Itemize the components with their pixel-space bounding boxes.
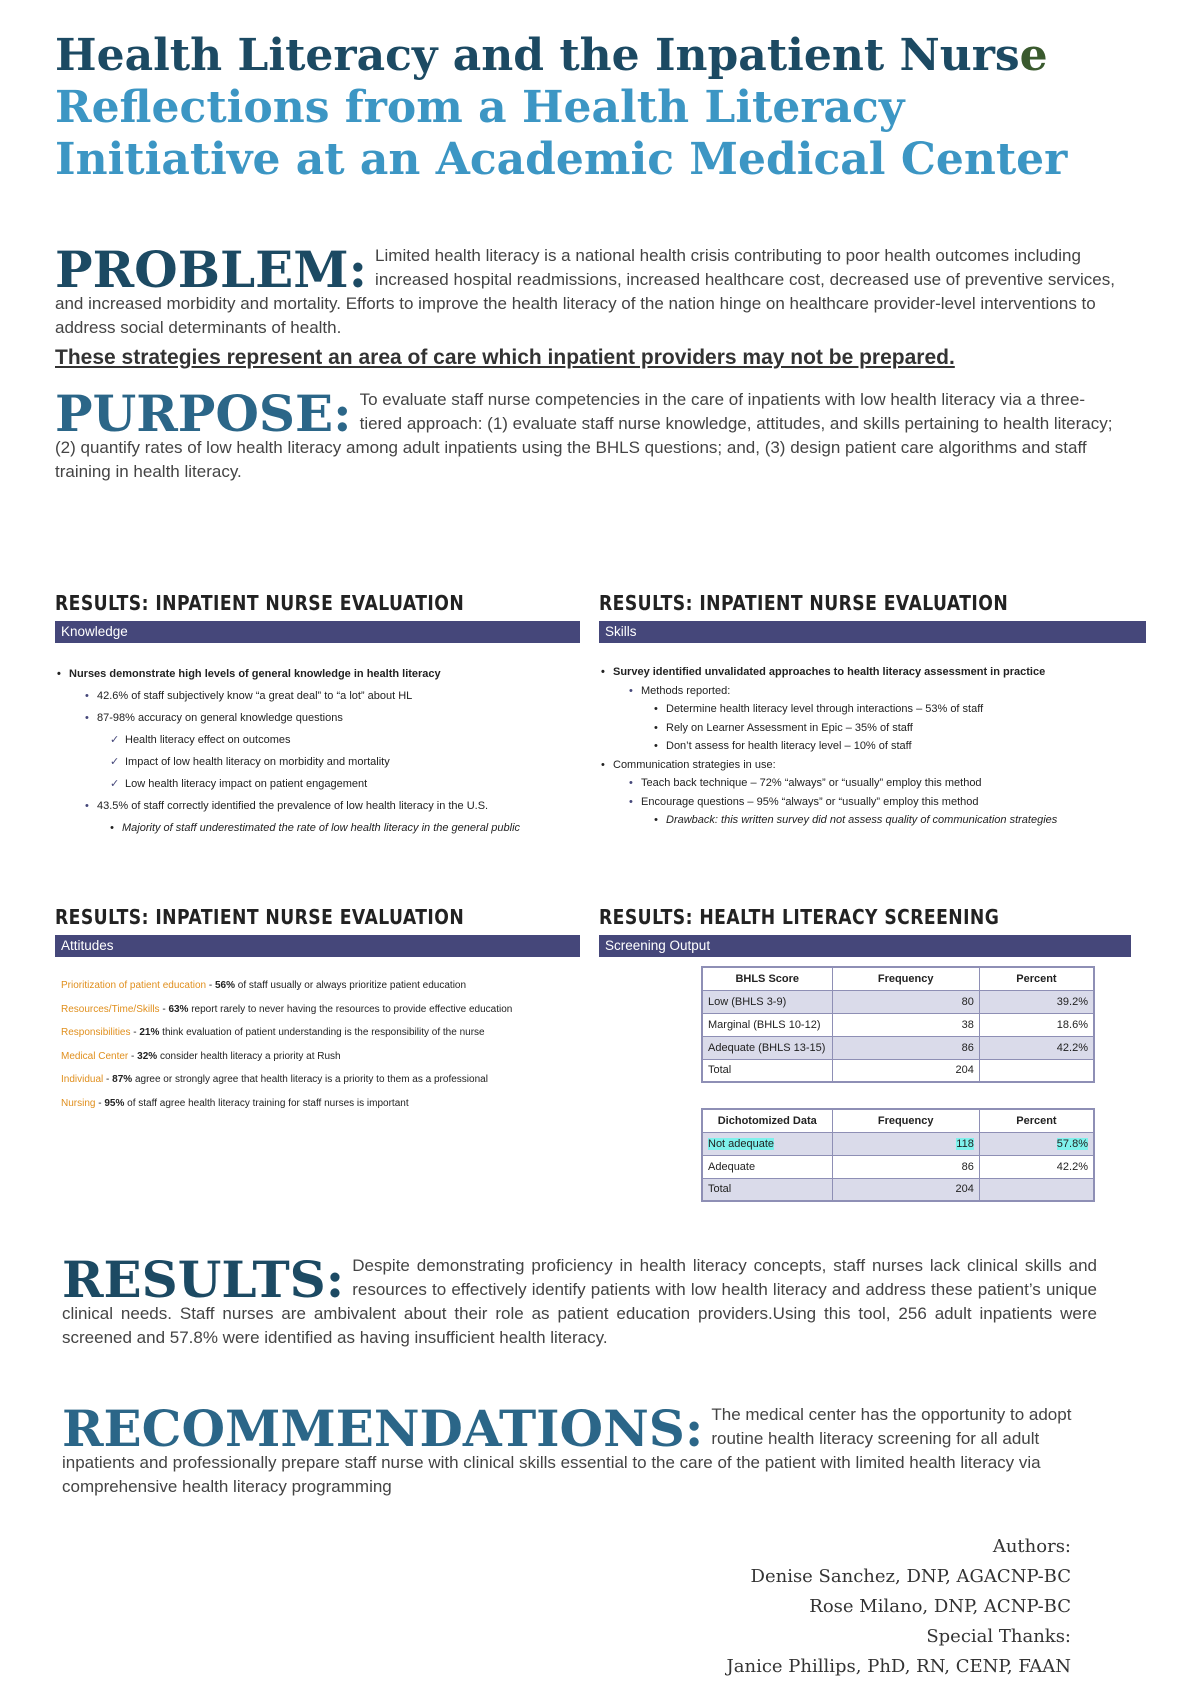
table-cell: Low (BHLS 3-9) [702, 990, 832, 1013]
results-section [62, 1250, 1097, 1350]
table-row [702, 1059, 1094, 1082]
table-cell: Adequate (BHLS 13-15) [702, 1036, 832, 1059]
authors-block [727, 1532, 1071, 1682]
purpose-section [55, 384, 1115, 484]
purpose-text: To evaluate staff nurse competencies in the care of inpatients with low health literacy via a three-tiered approach: (1) evaluate staff nurse knowledge, attitudes, and skills pertaining to health literacy; (2) quantify rates of low health literacy among adult inpatients using the BHLS questions; and, (3) design patient care algorithms and staff training in health literacy. [55, 390, 1113, 481]
list-item: ✓ Impact of low health literacy on morbidity and mortality [55, 751, 580, 773]
column-header: Percent [979, 967, 1094, 990]
title-line-1: Health Literacy and the Inpatient Nurse [55, 30, 1048, 81]
title-line-3: Initiative at an Academic Medical Center [55, 134, 1068, 185]
recommendations-section [62, 1399, 1102, 1499]
problem-text: Limited health literacy is a national health crisis contributing to poor health outcomes including increased hospital readmissions, increased healthcare cost, decreased use of preventive services, and increased morbidity and mortality. Efforts to improve the health literacy of the nation hinge on healthcare provider-level interventions to address social determinants of health. [55, 246, 1115, 337]
list-item: Individual - 87% agree or strongly agree that health literacy is a priority to them as a professional [61, 1074, 488, 1085]
table-cell: 39.2% [979, 990, 1094, 1013]
skills-list [599, 663, 1146, 830]
recommendations-heading: RECOMMENDATIONS: [62, 1399, 704, 1458]
table-cell: 38 [832, 1013, 979, 1036]
list-item: • Methods reported: [599, 682, 1146, 701]
list-item: • Nurses demonstrate high levels of general knowledge in health literacy [55, 663, 580, 685]
list-item: Resources/Time/Skills - 63% report rarely to never having the resources to provide effective education [61, 1003, 513, 1015]
list-item: • Survey identified unvalidated approaches to health literacy assessment in practice [599, 663, 1146, 682]
table-header-row [702, 967, 1094, 990]
table-cell: Marginal (BHLS 10-12) [702, 1013, 832, 1036]
list-item: ✓ Low health literacy impact on patient engagement [55, 773, 580, 795]
author-name: Denise Sanchez, DNP, AGACNP-BC [750, 1566, 1071, 1587]
attitudes-bar: Attitudes [55, 935, 580, 957]
table-cell: 18.6% [979, 1013, 1094, 1036]
table-cell: Adequate [702, 1155, 832, 1178]
list-item: • 42.6% of staff subjectively know “a great deal” to “a lot” about HL [55, 685, 580, 707]
table-cell: 42.2% [979, 1155, 1094, 1178]
table-row [702, 1155, 1094, 1178]
list-item: • 43.5% of staff correctly identified the prevalence of low health literacy in the U.S. [55, 795, 580, 817]
table-cell: Total [702, 1059, 832, 1082]
table-row [702, 1036, 1094, 1059]
list-item: • Determine health literacy level through interactions – 53% of staff [599, 700, 1146, 719]
table-cell [979, 1178, 1094, 1201]
table-cell: 80 [832, 990, 979, 1013]
list-item: • Communication strategies in use: [599, 756, 1146, 775]
table-cell: 86 [832, 1155, 979, 1178]
list-item: • Drawback: this written survey did not assess quality of communication strategies [599, 811, 1146, 830]
table-row [702, 1132, 1094, 1155]
table-cell: 86 [832, 1036, 979, 1059]
table-cell: 204 [832, 1178, 979, 1201]
table-cell: 204 [832, 1059, 979, 1082]
attitudes-title: RESULTS: INPATIENT NURSE EVALUATION [55, 905, 465, 929]
thanks-name: Janice Phillips, PhD, RN, CENP, FAAN [726, 1656, 1071, 1677]
table-cell: Total [702, 1178, 832, 1201]
list-item: Responsibilities - 21% think evaluation of patient understanding is the responsibility of the nurse [61, 1027, 485, 1038]
bhls-score-table [701, 966, 1095, 1083]
knowledge-list [55, 663, 580, 839]
list-item: Medical Center - 32% consider health literacy a priority at Rush [61, 1050, 341, 1062]
table-cell: 42.2% [979, 1036, 1094, 1059]
column-header: Frequency [832, 1109, 979, 1132]
column-header: Frequency [832, 967, 979, 990]
attitudes-list [55, 980, 580, 1109]
table-header-row [702, 1109, 1094, 1132]
list-item: Prioritization of patient education - 56% of staff usually or always prioritize patient education [61, 980, 467, 991]
recommendations-text: The medical center has the opportunity to adopt routine health literacy screening for all adult inpatients and professionally prepare staff nurse with clinical skills essential to the care of the patient with limited health literacy via comprehensive health literacy programming [62, 1405, 1072, 1496]
purpose-heading: PURPOSE: [55, 384, 352, 443]
results-heading: RESULTS: [62, 1250, 345, 1309]
problem-emphasis: These strategies represent an area of care which inpatient providers may not be prepared. [55, 346, 955, 369]
author-name: Rose Milano, DNP, ACNP-BC [809, 1596, 1071, 1617]
results-text: Despite demonstrating proficiency in health literacy concepts, staff nurses lack clinical skills and resources to effectively identify patients with low health literacy and address these patient’s unique clinical needs. Staff nurses are ambivalent about their role as patient education providers.Using this tool, 256 adult inpatients were screened and 57.8% were identified as having insufficient health literacy. [62, 1256, 1097, 1347]
column-header: BHLS Score [702, 967, 832, 990]
table-cell: 118 [832, 1132, 979, 1155]
problem-section [55, 240, 1115, 370]
list-item: Nursing - 95% of staff agree health literacy training for staff nurses is important [61, 1097, 409, 1109]
attitudes-panel [55, 905, 580, 1121]
knowledge-bar: Knowledge [55, 621, 580, 643]
thanks-label: Special Thanks: [926, 1626, 1071, 1647]
table-cell: 57.8% [979, 1132, 1094, 1155]
poster-title [55, 30, 1155, 186]
list-item: • Encourage questions – 95% “always” or “usually” employ this method [599, 793, 1146, 812]
screening-title: RESULTS: HEALTH LITERACY SCREENING [599, 905, 1000, 929]
skills-panel [599, 591, 1146, 830]
table-row [702, 1178, 1094, 1201]
knowledge-title: RESULTS: INPATIENT NURSE EVALUATION [55, 591, 465, 615]
table-cell [979, 1059, 1094, 1082]
list-item: • Majority of staff underestimated the rate of low health literacy in the general public [55, 817, 580, 839]
table-cell: Not adequate [702, 1132, 832, 1155]
table-row [702, 1013, 1094, 1036]
list-item: • Teach back technique – 72% “always” or “usually” employ this method [599, 774, 1146, 793]
knowledge-panel [55, 591, 580, 839]
title-line-2: Reflections from a Health Literacy [55, 82, 905, 133]
list-item: • 87-98% accuracy on general knowledge questions [55, 707, 580, 729]
column-header: Dichotomized Data [702, 1109, 832, 1132]
screening-panel [599, 905, 1131, 957]
skills-title: RESULTS: INPATIENT NURSE EVALUATION [599, 591, 1009, 615]
authors-label: Authors: [992, 1536, 1071, 1557]
dichotomized-table [701, 1108, 1095, 1202]
list-item: ✓ Health literacy effect on outcomes [55, 729, 580, 751]
list-item: • Rely on Learner Assessment in Epic – 35% of staff [599, 719, 1146, 738]
column-header: Percent [979, 1109, 1094, 1132]
table-row [702, 990, 1094, 1013]
screening-bar: Screening Output [599, 935, 1131, 957]
skills-bar: Skills [599, 621, 1146, 643]
list-item: • Don’t assess for health literacy level – 10% of staff [599, 737, 1146, 756]
problem-heading: PROBLEM: [55, 240, 368, 299]
